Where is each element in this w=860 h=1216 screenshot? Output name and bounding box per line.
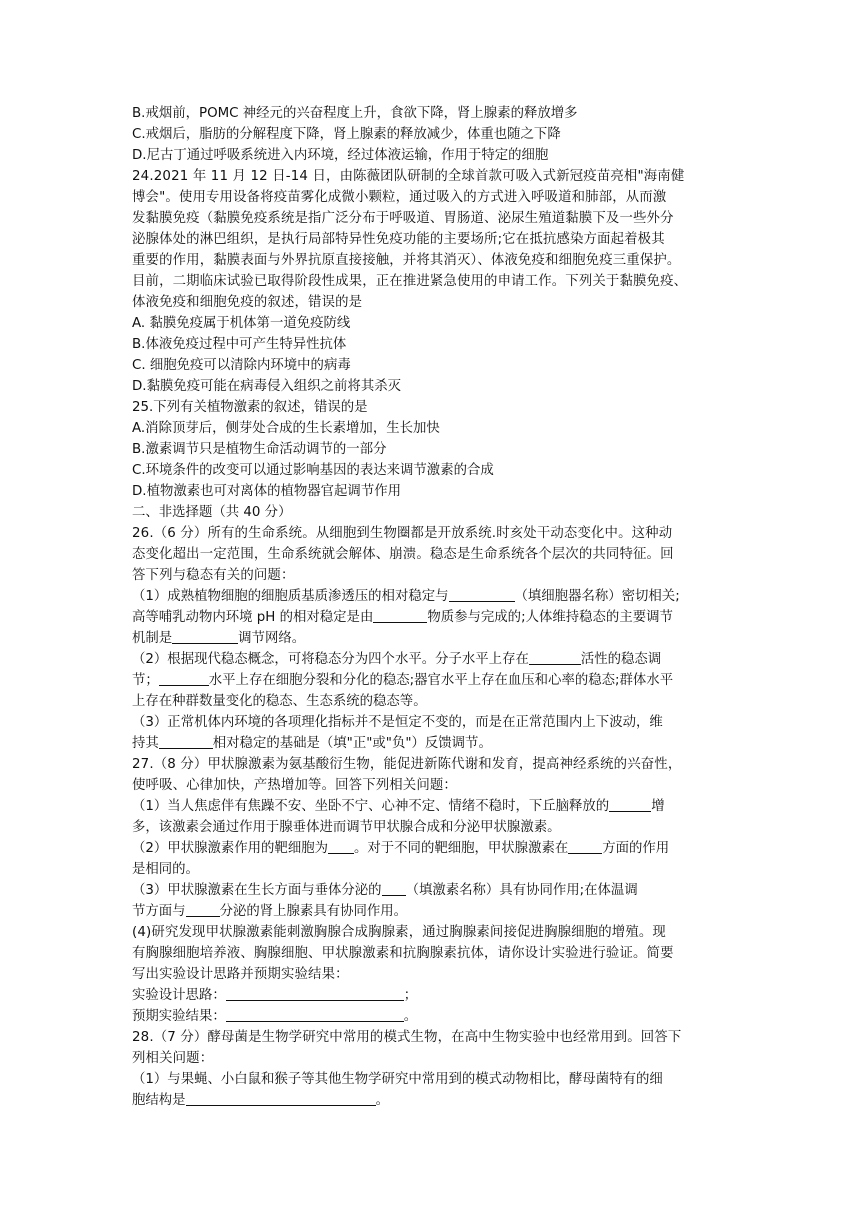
q27-part1-line2: 多，该激素会通过作用于腺垂体进而调节甲状腺合成和分泌甲状腺激素。 — [132, 820, 561, 835]
answer-blank[interactable] — [159, 671, 209, 686]
answer-blank[interactable] — [568, 839, 602, 854]
result-answer-blank[interactable] — [226, 1007, 404, 1022]
q25-option-c: C.环境条件的改变可以通过影响基因的表达来调节激素的合成 — [132, 463, 494, 478]
answer-blank[interactable] — [186, 902, 220, 917]
q25-option-d: D.植物激素也可对离体的植物器官起调节作用 — [132, 484, 401, 499]
design-answer-blank[interactable] — [226, 986, 404, 1001]
q23-option-d: D.尼古丁通过呼吸系统进入内环境，经过体液运输，作用于特定的细胞 — [132, 148, 549, 163]
answer-blank[interactable] — [186, 1091, 376, 1106]
q24-option-d: D.黏膜免疫可能在病毒侵入组织之前将其杀灭 — [132, 379, 401, 394]
q24-option-c: C. 细胞免疫可以清除内环境中的病毒 — [132, 358, 351, 373]
q27-part2-line2: 是相同的。 — [132, 862, 199, 877]
answer-blank[interactable] — [449, 587, 515, 602]
q26-intro: 26.（6 分）所有的生命系统。从细胞到生物圈都是开放系统.时亥处干动态变化中。这种动 态变化超出一定范围，生命系统就会解体、崩溃。稳态是生命系统各个层次的共同特征。回 答下列与稳态有关的问题： — [132, 526, 674, 583]
q23-option-b: B.戒烟前，POMC 神经元的兴奋程度上升，食欲下降，肾上腺素的释放增多 — [132, 106, 578, 121]
answer-blank[interactable] — [373, 608, 427, 623]
answer-blank[interactable] — [172, 629, 238, 644]
q25-option-b: B.激素调节只是植物生命活动调节的一部分 — [132, 442, 387, 457]
q23-option-c: C.戒烟后，脂肪的分解程度下降，肾上腺素的释放减少，体重也随之下降 — [132, 127, 561, 142]
q28-part1-line2: 胞结构是 。 — [132, 1093, 389, 1108]
q26-part2-line2: 节； 水平上存在细胞分裂和分化的稳态;器官水平上存在血压和心率的稳态;群体水平 — [132, 673, 674, 688]
answer-blank[interactable] — [159, 734, 213, 749]
q27-part2-line1: （2）甲状腺激素作用的靶细胞为 。对于不同的靶细胞，甲状腺激素在 方面的作用 — [132, 841, 670, 856]
q24-option-a: A. 黏膜免疫属于机体第一道免疫防线 — [132, 316, 351, 331]
q27-result-line: 预期实验结果： 。 — [132, 1009, 418, 1024]
q27-part3-line2: 节方面与 分泌的肾上腺素具有协同作用。 — [132, 904, 408, 919]
q27-part1-line1: （1）当人焦虑伴有焦躁不安、坐卧不宁、心神不定、情绪不稳时，下丘脑释放的 增 — [132, 799, 665, 814]
q26-part1-line1: （1）成熟植物细胞的细胞质基质渗透压的相对稳定与 （填细胞器名称）密切相关; — [132, 589, 680, 604]
q28-intro: 28.（7 分）酵母菌是生物学研究中常用的模式生物，在高中生物实验中也经常用到。回答下 列相关问题： — [132, 1030, 682, 1066]
q26-part3-line2: 持其 相对稳定的基础是（填"正"或"负"）反馈调节。 — [132, 736, 492, 751]
q28-part1-line1: （1）与果蝇、小白鼠和猴子等其他生物学研究中常用到的模式动物相比，酵母菌特有的细 — [132, 1072, 663, 1087]
q25-stem: 25.下列有关植物激素的叙述，错误的是 — [132, 400, 368, 415]
q26-part1-line2: 高等哺乳动物内环境 pH 的相对稳定是由 物质参与完成的;人体维持稳态的主要调节 — [132, 610, 673, 625]
q24-stem: 24.2021 年 11 月 12 日-14 日，由陈薇团队研制的全球首款可吸入式新冠疫苗亮相"海南健 博会"。使用专用设备将疫苗雾化成微小颗粒，通过吸入的方式进入呼吸道和肺部，从而激 发黏膜免疫（黏膜免疫系统是指广泛分布于呼吸道、胃肠道、泌尿生殖道黏膜下及一些外分 泌腺体处的淋巴组织，是执行局部特异性免疫功能的主要场所;它在抵抗感染方面起着极其 重要的作用，黏膜表面与外界抗原直接接触，并将其消灭）、体液免疫和细胞免疫三重保护。 目前，二期临床试验已取得阶段性成果，正在推进紧急使用的申请工作。下列关于黏膜免疫、 体液免疫和细胞免疫的叙述，错误的是 — [132, 169, 688, 310]
q27-part4: (4)研究发现甲状腺激素能刺激胸腺合成胸腺素，通过胸腺素间接促进胸腺细胞的增殖。现 有胸腺细胞培养液、胸腺细胞、甲状腺激素和抗胸腺素抗体，请你设计实验进行验证。简要 写出实验设计思路并预期实验结果： — [132, 925, 674, 982]
answer-blank[interactable] — [328, 839, 354, 854]
q27-part3-line1: （3）甲状腺激素在生长方面与垂体分泌的 （填激素名称）具有协同作用;在体温调 — [132, 883, 638, 898]
q26-part2-line1: （2）根据现代稳态概念，可将稳态分为四个水平。分子水平上存在 活性的稳态调 — [132, 652, 662, 667]
q27-intro: 27.（8 分）甲状腺激素为氨基酸衍生物，能促进新陈代谢和发育，提高神经系统的兴奋性， 使呼吸、心律加快，产热增加等。回答下列相关问题： — [132, 757, 682, 793]
answer-blank[interactable] — [609, 797, 651, 812]
q26-part2-line3: 上存在种群数量变化的稳态、生态系统的稳态等。 — [132, 694, 427, 709]
section-heading: 二、非选择题（共 40 分） — [132, 505, 292, 520]
answer-blank[interactable] — [382, 881, 406, 896]
q26-part1-line3: 机制是 调节网络。 — [132, 631, 306, 646]
q25-option-a: A.消除顶芽后，侧芽处合成的生长素增加，生长加快 — [132, 421, 440, 436]
q24-option-b: B.体液免疫过程中可产生特异性抗体 — [132, 337, 347, 352]
answer-blank[interactable] — [529, 650, 581, 665]
q26-part3-line1: （3）正常机体内环境的各项理化指标并不是恒定不变的，而是在正常范围内上下波动，维 — [132, 715, 663, 730]
q27-design-line: 实验设计思路： ； — [132, 988, 418, 1003]
